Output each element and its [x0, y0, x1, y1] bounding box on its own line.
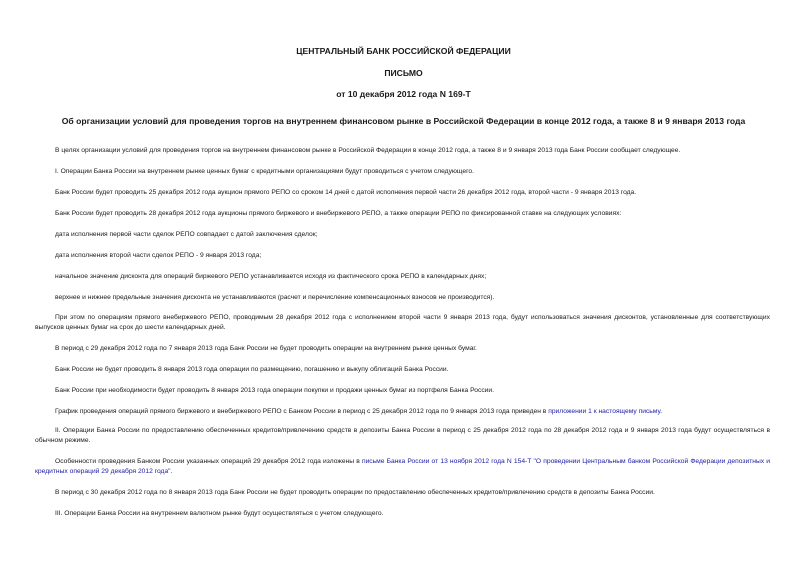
document-title: Об организации условий для проведения торгов на внутреннем финансовом рынке в Российской Федерации в конце 2012 года, а также 8 и 9 января 2013 года: [61, 116, 746, 126]
document-type: ПИСЬМО: [384, 68, 423, 78]
paragraph: [35, 457, 770, 477]
paragraph: Банк России будет проводить 25 декабря 2012 года аукцион прямого РЕПО со сроком 14 дней с датой исполнения первой части 26 декабря 2012 года, второй части - 9 января 2013 года.: [55, 189, 637, 196]
paragraph: Банк России будет проводить 28 декабря 2012 года аукционы прямого биржевого и внебиржевого РЕПО, а также операции РЕПО по фиксированной ставке на следующих условиях:: [55, 210, 622, 217]
paragraph-text: Особенности проведения Банком России указанных операций 29 декабря 2012 года изложены в: [55, 458, 362, 465]
paragraph: верхнее и нижнее предельные значения дисконта не устанавливаются (расчет и перечисление компенсационных взносов не производится).: [55, 294, 495, 301]
paragraph: В период с 29 декабря 2012 года по 7 января 2013 года Банк России не будет проводить операции на внутреннем рынке ценных бумаг.: [55, 345, 477, 352]
paragraph: дата исполнения второй части сделок РЕПО - 9 января 2013 года;: [55, 252, 262, 259]
paragraph: [35, 407, 770, 417]
issuer-heading: ЦЕНТРАЛЬНЫЙ БАНК РОССИЙСКОЙ ФЕДЕРАЦИИ: [296, 46, 511, 56]
paragraph-tail: .: [660, 408, 662, 415]
document-date-number: от 10 декабря 2012 года N 169-Т: [336, 89, 471, 99]
paragraph: При этом по операциям прямого внебиржевого РЕПО, проводимым 28 декабря 2012 года с исполнением второй части 9 января 2013 года, будут использоваться значения дисконтов, установленные для соответствующих выпусков ценных бумаг на срок до шести календарных дней.: [35, 314, 770, 332]
paragraph: В целях организации условий для проведения торгов на внутреннем финансовом рынке в Российской Федерации в конце 2012 года, а также 8 и 9 января 2013 года Банк России сообщает следующее.: [55, 147, 681, 154]
paragraph: I. Операции Банка России на внутреннем рынке ценных бумаг с кредитными организациями будут проводиться с учетом следующего.: [55, 168, 474, 175]
paragraph: В период с 30 декабря 2012 года по 8 января 2013 года Банк России не будет проводить операции по предоставлению обеспеченных кредитов/привлечению средств в депозиты Банка России.: [55, 489, 655, 496]
paragraph: дата исполнения первой части сделок РЕПО совпадает с датой заключения сделок;: [55, 231, 318, 238]
paragraph-tail: .: [170, 468, 173, 476]
paragraph: Банк России не будет проводить 8 января 2013 года операции по размещению, погашению и выкупу облигаций Банка России.: [55, 366, 449, 373]
paragraph: начальное значение дисконта для операций биржевого РЕПО устанавливается исходя из фактического срока РЕПО в календарных днях;: [55, 273, 487, 280]
paragraph-text: График проведения операций прямого биржевого и внебиржевого РЕПО с Банком России в период с 25 декабря 2012 года по 9 января 2013 года приведен в: [55, 408, 549, 415]
paragraph: III. Операции Банка России на внутреннем валютном рынке будут осуществляться с учетом следующего.: [55, 510, 384, 517]
letter-154-t-link[interactable]: письме Банка России от 13 ноября 2012 года N 154-Т "О проведении Центральным банком Российской Федерации депозитных и кредитных операций 29 декабря 2012 года": [35, 458, 770, 476]
appendix-1-link[interactable]: приложении 1 к настоящему письму: [548, 408, 661, 415]
paragraph: Банк России при необходимости будет проводить 8 января 2013 года операции покупки и продажи ценных бумаг из портфеля Банка России.: [55, 387, 495, 394]
paragraph: II. Операции Банка России по предоставлению обеспеченных кредитов/привлечению средств в депозиты Банка России в период с 25 декабря 2012 года по 28 декабря 2012 года и 9 января 2013 года будут осуществляться в обычном режиме.: [35, 427, 770, 445]
